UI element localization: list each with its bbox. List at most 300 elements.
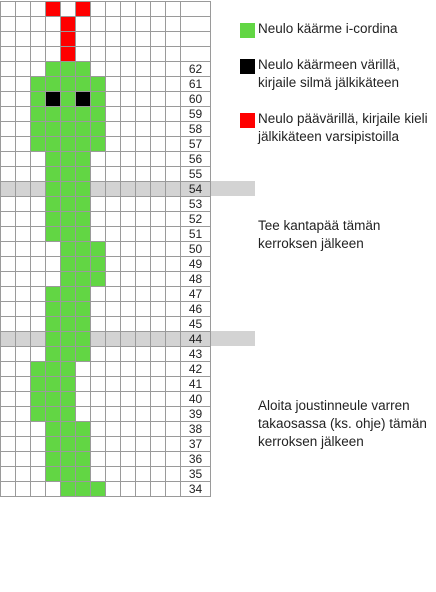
chart-cell: [46, 377, 61, 392]
chart-cell: [76, 47, 91, 62]
row-number-label: 42: [188, 362, 203, 376]
chart-cell: [1, 137, 16, 152]
chart-cell: [61, 152, 76, 167]
chart-cell: [31, 137, 46, 152]
chart-cell: [76, 32, 91, 47]
chart-cell: [106, 2, 121, 17]
chart-cell: [76, 77, 91, 92]
chart-cell: [121, 182, 136, 197]
chart-cell: [31, 167, 46, 182]
chart-cell: [61, 407, 76, 422]
chart-cell: [31, 2, 46, 17]
chart-cell: [1, 212, 16, 227]
chart-cell: [76, 242, 91, 257]
chart-cell: [91, 122, 106, 137]
chart-cell: [151, 152, 166, 167]
legend-swatch-green: [240, 23, 255, 38]
chart-cell: [31, 482, 46, 497]
chart-cell: [136, 317, 151, 332]
chart-cell: [61, 107, 76, 122]
chart-cell: [16, 182, 31, 197]
chart-cell: [31, 302, 46, 317]
row-number-label: 43: [188, 347, 203, 361]
chart-cell: [16, 92, 31, 107]
chart-cell: [136, 137, 151, 152]
chart-cell: [31, 182, 46, 197]
chart-cell: [91, 302, 106, 317]
chart-cell: [46, 332, 61, 347]
chart-cell: [16, 407, 31, 422]
chart-cell: [166, 407, 181, 422]
chart-cell: [61, 122, 76, 137]
chart-cell: [1, 152, 16, 167]
chart-cell: [16, 47, 31, 62]
chart-cell: [166, 32, 181, 47]
row-number-label: 40: [188, 392, 203, 406]
chart-cell: [31, 437, 46, 452]
chart-cell: [106, 182, 121, 197]
chart-cell: [31, 152, 46, 167]
chart-cell: [121, 287, 136, 302]
row-number-label: 62: [188, 62, 203, 76]
chart-cell: [91, 362, 106, 377]
chart-cell: [76, 332, 91, 347]
legend-label-green: Neulo käärme i-cordina: [258, 21, 398, 36]
chart-cell: [136, 62, 151, 77]
chart-cell: [91, 242, 106, 257]
chart-cell: [91, 422, 106, 437]
chart-cell: [166, 92, 181, 107]
chart-cell: [46, 242, 61, 257]
chart-cell: [106, 242, 121, 257]
chart-cell: [136, 32, 151, 47]
chart-cell: [121, 47, 136, 62]
chart-cell: [151, 317, 166, 332]
row-number-label: 38: [188, 422, 203, 436]
chart-cell: [151, 47, 166, 62]
chart-cell: [166, 377, 181, 392]
chart-cell: [106, 197, 121, 212]
chart-cell: [76, 2, 91, 17]
chart-cell: [121, 272, 136, 287]
row-number-label: 45: [188, 317, 203, 331]
chart-cell: [61, 452, 76, 467]
chart-cell: [31, 452, 46, 467]
chart-cell: [121, 152, 136, 167]
chart-cell: [46, 392, 61, 407]
chart-cell: [166, 272, 181, 287]
chart-cell: [76, 467, 91, 482]
chart-cell: [136, 47, 151, 62]
chart-cell: [61, 257, 76, 272]
chart-cell: [136, 227, 151, 242]
chart-cell: [136, 242, 151, 257]
chart-cell: [16, 317, 31, 332]
chart-cell: [166, 122, 181, 137]
chart-cell: [61, 77, 76, 92]
chart-cell: [166, 257, 181, 272]
chart-cell: [91, 392, 106, 407]
chart-cell: [166, 167, 181, 182]
chart-cell: [61, 137, 76, 152]
chart-cell: [91, 197, 106, 212]
chart-cell: [106, 422, 121, 437]
chart-cell: [1, 122, 16, 137]
chart-cell: [136, 332, 151, 347]
chart-cell: [16, 392, 31, 407]
chart-cell: [151, 137, 166, 152]
chart-cell: [106, 92, 121, 107]
chart-cell: [151, 122, 166, 137]
chart-cell: [136, 362, 151, 377]
chart-cell: [106, 122, 121, 137]
chart-cell: [151, 362, 166, 377]
chart-cell: [1, 62, 16, 77]
row-number-label: 53: [188, 197, 203, 211]
chart-cell: [61, 467, 76, 482]
legend-swatch-black: [240, 59, 255, 74]
chart-cell: [91, 152, 106, 167]
chart-cell: [91, 92, 106, 107]
chart-cell: [121, 332, 136, 347]
chart-cell: [16, 437, 31, 452]
chart-cell: [61, 317, 76, 332]
row-number-label: 59: [188, 107, 203, 121]
chart-cell: [31, 407, 46, 422]
chart-cell: [106, 32, 121, 47]
chart-cell: [121, 422, 136, 437]
chart-cell: [31, 227, 46, 242]
chart-cell: [76, 272, 91, 287]
chart-cell: [61, 227, 76, 242]
chart-cell: [31, 377, 46, 392]
chart-cell: [1, 347, 16, 362]
chart-cell: [61, 422, 76, 437]
chart-cell: [46, 212, 61, 227]
chart-cell: [91, 452, 106, 467]
chart-cell: [121, 302, 136, 317]
chart-cell: [61, 32, 76, 47]
chart-cell: [61, 332, 76, 347]
legend-swatch-red: [240, 113, 255, 128]
chart-cell: [31, 272, 46, 287]
chart-cell: [106, 437, 121, 452]
chart-cell: [121, 347, 136, 362]
chart-cell: [136, 167, 151, 182]
row-number-label: 48: [188, 272, 203, 286]
chart-cell: [121, 257, 136, 272]
chart-cell: [121, 467, 136, 482]
chart-cell: [76, 167, 91, 182]
chart-cell: [166, 17, 181, 32]
chart-cell: [91, 287, 106, 302]
chart-cell: [151, 422, 166, 437]
chart-cell: [136, 2, 151, 17]
chart-cell: [151, 197, 166, 212]
chart-cell: [16, 242, 31, 257]
chart-cell: [76, 227, 91, 242]
chart-cell: [76, 437, 91, 452]
chart-cell: [166, 287, 181, 302]
row-label-cell: [181, 2, 211, 17]
chart-cell: [1, 242, 16, 257]
chart-cell: [46, 452, 61, 467]
chart-cell: [166, 437, 181, 452]
chart-cell: [76, 452, 91, 467]
chart-cell: [91, 347, 106, 362]
chart-cell: [76, 317, 91, 332]
chart-cell: [31, 17, 46, 32]
chart-cell: [151, 467, 166, 482]
chart-cell: [106, 452, 121, 467]
chart-cell: [121, 437, 136, 452]
chart-cell: [151, 182, 166, 197]
chart-cell: [76, 407, 91, 422]
chart-cell: [1, 92, 16, 107]
chart-cell: [166, 47, 181, 62]
chart-cell: [106, 482, 121, 497]
chart-cell: [106, 332, 121, 347]
chart-cell: [166, 362, 181, 377]
chart-cell: [31, 392, 46, 407]
row-number-label: 54: [188, 182, 203, 196]
note-ribbing: Aloita joustinneule varren takaosassa (ks. ohje) tämän kerroksen jälkeen: [258, 398, 427, 449]
chart-cell: [121, 137, 136, 152]
chart-cell: [121, 482, 136, 497]
chart-cell: [121, 407, 136, 422]
row-number-label: 47: [188, 287, 203, 301]
chart-cell: [151, 77, 166, 92]
chart-cell: [61, 17, 76, 32]
chart-cell: [1, 227, 16, 242]
chart-cell: [151, 452, 166, 467]
chart-cell: [31, 287, 46, 302]
chart-cell: [121, 317, 136, 332]
chart-cell: [16, 482, 31, 497]
chart-cell: [166, 242, 181, 257]
chart-cell: [1, 287, 16, 302]
chart-cell: [46, 32, 61, 47]
chart-cell: [106, 152, 121, 167]
chart-cell: [136, 257, 151, 272]
chart-cell: [136, 347, 151, 362]
chart-cell: [16, 302, 31, 317]
chart-cell: [166, 422, 181, 437]
chart-cell: [46, 272, 61, 287]
chart-cell: [151, 167, 166, 182]
chart-cell: [136, 182, 151, 197]
chart-cell: [106, 227, 121, 242]
row-number-label: 36: [188, 452, 203, 466]
chart-cell: [106, 287, 121, 302]
chart-cell: [16, 332, 31, 347]
chart-cell: [76, 62, 91, 77]
legend-item-green: [240, 20, 433, 38]
chart-cell: [76, 182, 91, 197]
chart-cell: [121, 197, 136, 212]
chart-cell: [106, 212, 121, 227]
chart-cell: [31, 467, 46, 482]
chart-cell: [76, 92, 91, 107]
chart-cell: [166, 347, 181, 362]
chart-cell: [106, 377, 121, 392]
chart-cell: [76, 482, 91, 497]
chart-cell: [121, 107, 136, 122]
chart-cell: [61, 347, 76, 362]
chart-cell: [1, 32, 16, 47]
chart-cell: [151, 302, 166, 317]
chart-cell: [136, 482, 151, 497]
chart-cell: [46, 137, 61, 152]
chart-cell: [136, 392, 151, 407]
chart-cell: [106, 137, 121, 152]
chart-cell: [16, 2, 31, 17]
chart-cell: [136, 377, 151, 392]
chart-cell: [91, 332, 106, 347]
chart-cell: [121, 122, 136, 137]
chart-cell: [166, 107, 181, 122]
chart-cell: [16, 257, 31, 272]
chart-cell: [106, 317, 121, 332]
chart-cell: [1, 377, 16, 392]
chart-cell: [61, 182, 76, 197]
chart-cell: [1, 272, 16, 287]
chart-cell: [46, 47, 61, 62]
note-heel: Tee kantapää tämän kerroksen jälkeen: [258, 218, 381, 251]
chart-cell: [91, 257, 106, 272]
chart-cell: [151, 107, 166, 122]
chart-cell: [106, 62, 121, 77]
chart-cell: [136, 92, 151, 107]
chart-cell: [106, 362, 121, 377]
chart-cell: [1, 437, 16, 452]
row-number-label: 37: [188, 437, 203, 451]
chart-cell: [136, 467, 151, 482]
chart-cell: [76, 302, 91, 317]
chart-cell: [61, 377, 76, 392]
chart-cell: [166, 302, 181, 317]
chart-cell: [136, 107, 151, 122]
chart-cell: [166, 212, 181, 227]
legend-item-black: [240, 56, 433, 92]
chart-cell: [31, 77, 46, 92]
chart-cell: [31, 107, 46, 122]
chart-cell: [136, 302, 151, 317]
row-number-label: 61: [188, 77, 203, 91]
chart-cell: [166, 182, 181, 197]
row-number-label: 46: [188, 302, 203, 316]
chart-cell: [46, 287, 61, 302]
chart-cell: [91, 467, 106, 482]
row-number-label: 52: [188, 212, 203, 226]
chart-cell: [1, 167, 16, 182]
chart-cell: [76, 392, 91, 407]
chart-cell: [1, 302, 16, 317]
chart-cell: [16, 152, 31, 167]
chart-cell: [166, 452, 181, 467]
chart-cell: [61, 362, 76, 377]
chart-cell: [136, 77, 151, 92]
chart-cell: [61, 62, 76, 77]
chart-cell: [76, 122, 91, 137]
chart-cell: [46, 152, 61, 167]
chart-cell: [16, 227, 31, 242]
chart-cell: [16, 17, 31, 32]
chart-cell: [106, 167, 121, 182]
chart-cell: [1, 47, 16, 62]
chart-cell: [31, 92, 46, 107]
row-number-label: 39: [188, 407, 203, 421]
chart-cell: [121, 452, 136, 467]
chart-cell: [31, 242, 46, 257]
chart-cell: [121, 227, 136, 242]
chart-cell: [121, 242, 136, 257]
chart-cell: [46, 482, 61, 497]
chart-cell: [121, 62, 136, 77]
chart-cell: [136, 287, 151, 302]
row-number-label: 34: [188, 482, 203, 496]
chart-cell: [121, 212, 136, 227]
chart-cell: [166, 482, 181, 497]
chart-cell: [91, 317, 106, 332]
chart-cell: [121, 2, 136, 17]
chart-cell: [136, 152, 151, 167]
chart-cell: [76, 287, 91, 302]
chart-cell: [61, 2, 76, 17]
chart-cell: [46, 62, 61, 77]
chart-cell: [166, 392, 181, 407]
chart-cell: [31, 32, 46, 47]
chart-cell: [106, 302, 121, 317]
chart-cell: [106, 467, 121, 482]
chart-cell: [151, 377, 166, 392]
chart-cell: [136, 122, 151, 137]
chart-cell: [46, 182, 61, 197]
chart-cell: [61, 272, 76, 287]
chart-cell: [136, 197, 151, 212]
chart-cell: [46, 92, 61, 107]
row-number-label: 49: [188, 257, 203, 271]
chart-cell: [61, 212, 76, 227]
chart-cell: [46, 17, 61, 32]
chart-cell: [136, 452, 151, 467]
chart-cell: [136, 407, 151, 422]
chart-cell: [166, 62, 181, 77]
chart-cell: [106, 392, 121, 407]
chart-cell: [16, 77, 31, 92]
chart-cell: [91, 107, 106, 122]
chart-cell: [76, 197, 91, 212]
chart-cell: [1, 2, 16, 17]
chart-cell: [151, 272, 166, 287]
chart-cell: [151, 482, 166, 497]
chart-cell: [91, 437, 106, 452]
chart-cell: [91, 17, 106, 32]
chart-cell: [166, 317, 181, 332]
chart-cell: [1, 182, 16, 197]
chart-cell: [61, 482, 76, 497]
chart-cell: [16, 62, 31, 77]
row-number-label: 35: [188, 467, 203, 481]
chart-cell: [31, 362, 46, 377]
chart-cell: [16, 467, 31, 482]
chart-cell: [46, 107, 61, 122]
chart-cell: [31, 197, 46, 212]
chart-cell: [16, 377, 31, 392]
chart-cell: [91, 212, 106, 227]
chart-cell: [1, 17, 16, 32]
chart-cell: [46, 467, 61, 482]
